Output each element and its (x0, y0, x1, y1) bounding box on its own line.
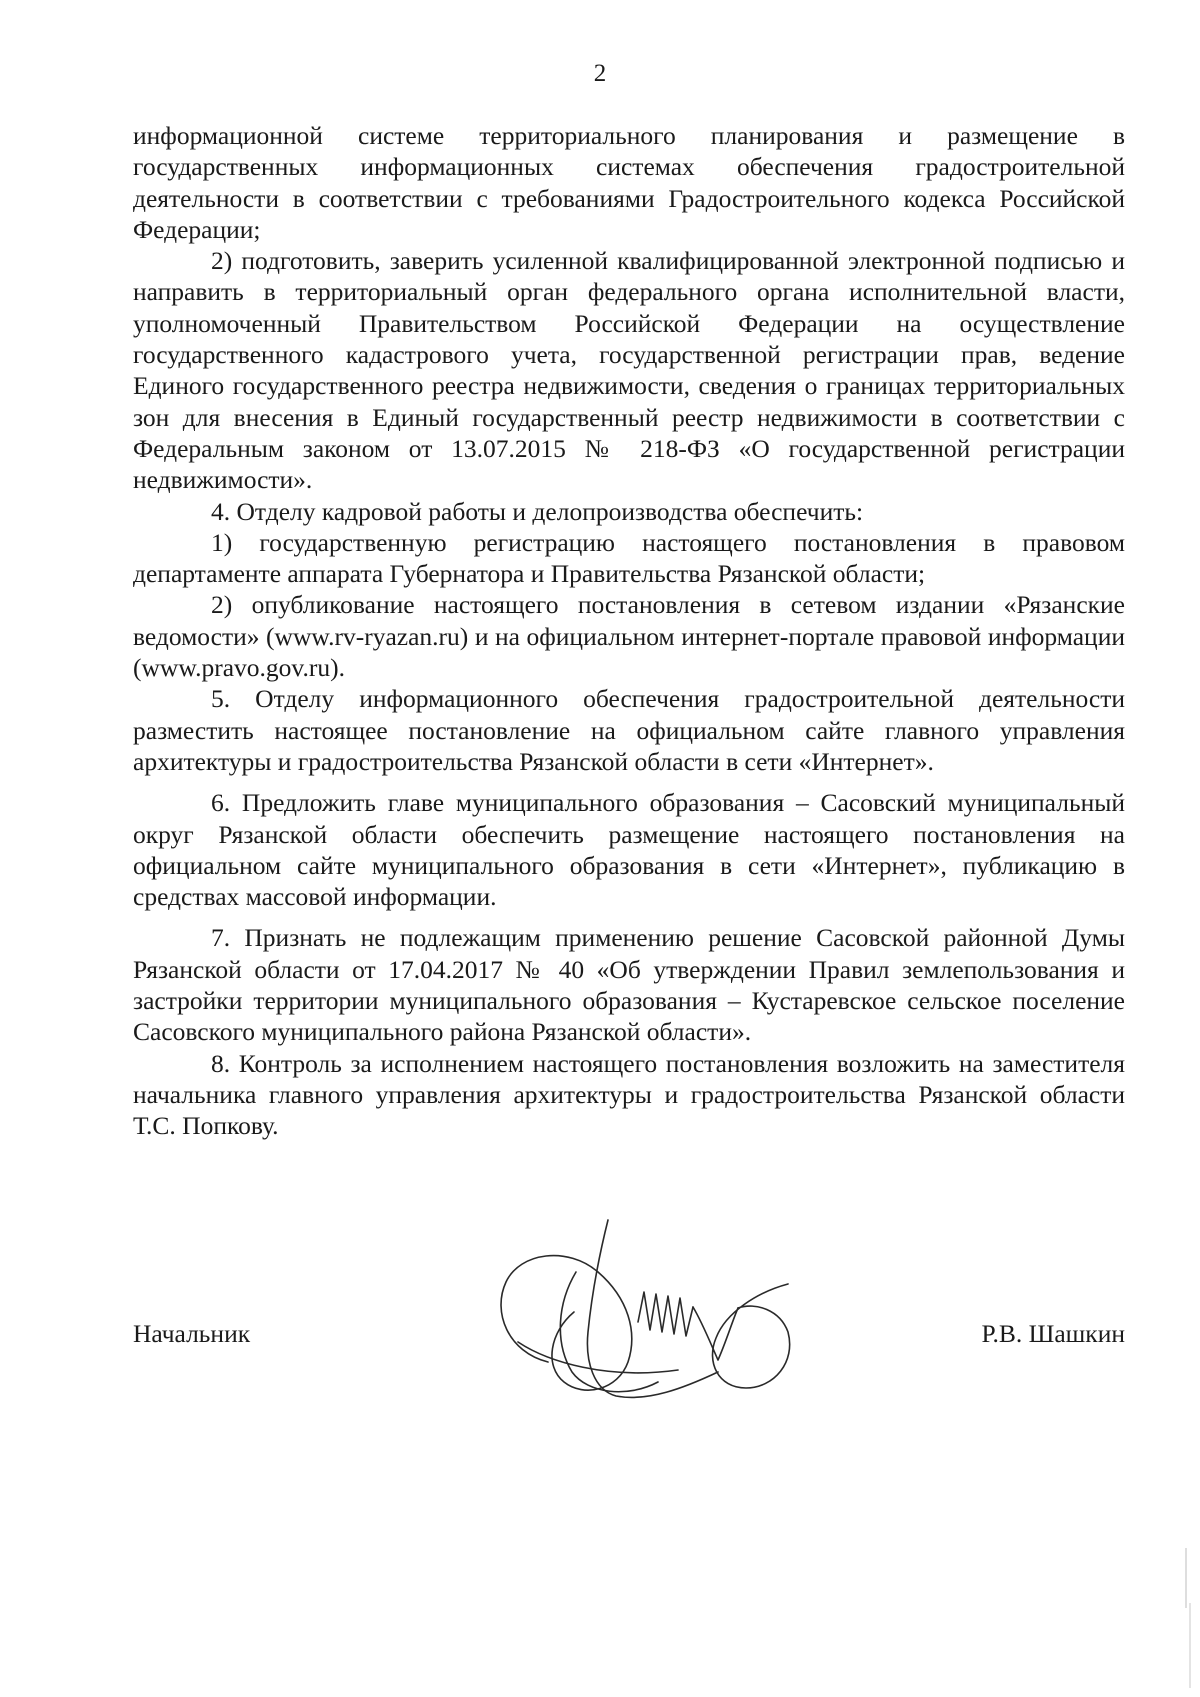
paragraph-item-4: 4. Отделу кадровой работы и делопроизводства обеспечить: (211, 496, 864, 526)
paragraph-subitem-2-prepare-send: 2) подготовить, заверить усиленной квалифицированной электронной подписью и направить в территориальный орган федерального органа исполнительной власти, уполномоченный Правительством Российской Федерации на осуществление государственного кадастрового учета, государственной регистрации прав, ведение Единого государственного реестра недвижимости, сведения о границах территориальных зон для внесения в Единый государственный реестр недвижимости в соответствии с Федеральным законом от 13.07.2015 № 218-ФЗ «О государственной регистрации недвижимости». (133, 246, 1125, 495)
scan-edge-marks (1183, 1548, 1193, 1688)
page-number: 2 (593, 60, 607, 87)
signatory-name: Р.В. Шашкин (981, 1319, 1125, 1348)
paragraph-continuation: информационной системе территориального планирования и размещение в государственных информационных системах обеспечения градостроительной деятельности в соответствии с требованиями Градостроительного кодекса Российской Федерации; (133, 121, 1125, 244)
paragraph-item-6: 6. Предложить главе муниципального образования – Сасовский муниципальный округ Рязанской области обеспечить размещение настоящего постановления на официальном сайте муниципального образования в сети «Интернет», публикацию в средствах массовой информации. (133, 788, 1125, 912)
paragraph-item-8: 8. Контроль за исполнением настоящего постановления возложить на заместителя начальника главного управления архитектуры и градостроительства Рязанской области Т.С. Попкову. (133, 1048, 1125, 1141)
paragraph-subitem-1-registration: 1) государственную регистрацию настоящего постановления в правовом департаменте аппарата Губернатора и Правительства Рязанской области; (133, 527, 1125, 589)
handwritten-signature (488, 1212, 818, 1407)
paragraph-item-5: 5. Отделу информационного обеспечения градостроительной деятельности разместить настоящее постановление на официальном сайте главного управления архитектуры и градостроительства Рязанской области в сети «Интернет». (133, 684, 1125, 776)
document-body (133, 120, 1125, 1142)
paragraph-item-7: 7. Признать не подлежащим применению решение Сасовской районной Думы Рязанской области от 17.04.2017 № 40 «Об утверждении Правил землепользования и застройки территории муниципального образования – Кустаревское сельское поселение Сасовского муниципального района Рязанской области». (133, 923, 1125, 1047)
paragraph-subitem-2-publication: 2) опубликование настоящего постановления в сетевом издании «Рязанские ведомости» (www.rv-ryazan.ru) и на официальном интернет-портале правовой информации (www.pravo.gov.ru). (133, 590, 1125, 683)
signatory-title: Начальник (133, 1319, 251, 1348)
